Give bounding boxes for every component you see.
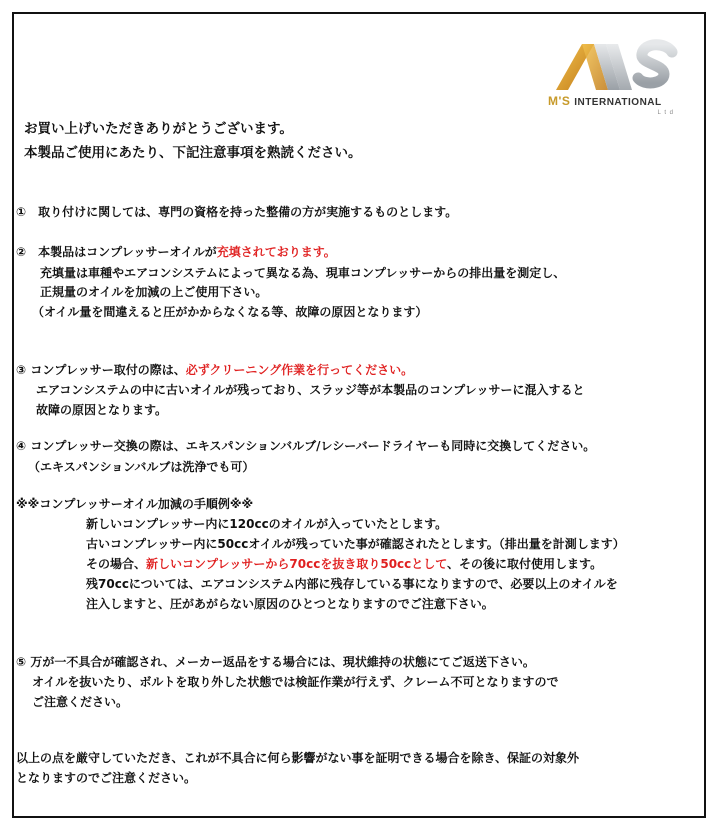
example-line-2: 古いコンプレッサー内に50ccオイルが残っていた事が確認されたとします。（排出量を計測します） bbox=[86, 537, 625, 551]
note-2-line-3: 正規量のオイルを加減の上ご使用下さい。 bbox=[40, 285, 268, 299]
note-2-line-4: （オイル量を間違えると圧がかからなくなる等、故障の原因となります） bbox=[32, 305, 428, 319]
note-5-line-3: ご注意ください。 bbox=[32, 695, 129, 709]
logo-subtext: L t d bbox=[657, 110, 674, 116]
ms-logo-mark-icon bbox=[538, 30, 688, 94]
note-2-highlight: 充填されております。 bbox=[216, 245, 336, 259]
logo-wordmark bbox=[548, 94, 662, 108]
example-heading: ※※コンプレッサーオイル加減の手順例※※ bbox=[16, 497, 254, 511]
example-highlight: 新しいコンプレッサーから70ccを抜き取り50ccとして bbox=[146, 557, 448, 571]
example-line-3-post: 、その後に取付使用します。 bbox=[447, 557, 603, 571]
note-4-line-1: ④ コンプレッサー交換の際は、エキスパンションバルブ/レシーバードライヤーも同時に交換してください。 bbox=[16, 439, 596, 453]
greeting-line-1: お買い上げいただきありがとうございます。 bbox=[24, 121, 293, 137]
note-4-line-2: （エキスパンションバルブは洗浄でも可） bbox=[28, 460, 255, 474]
notice-sheet bbox=[12, 12, 706, 818]
example-line-4: 残70ccについては、エアコンシステム内部に残存している事になりますので、必要以上のオイルを bbox=[86, 577, 618, 591]
note-5-line-1: ⑤ 万が一不具合が確認され、メーカー返品をする場合には、現状維持の状態にてご返送下さい。 bbox=[16, 655, 535, 669]
logo-brand-ms: M'S bbox=[548, 94, 571, 108]
closing-line-2: となりますのでご注意ください。 bbox=[16, 771, 197, 785]
example-line-1: 新しいコンプレッサー内に120ccのオイルが入っていたとします。 bbox=[86, 517, 448, 531]
logo-brand-intl: INTERNATIONAL bbox=[574, 97, 662, 108]
note-3-line-3: 故障の原因となります。 bbox=[36, 403, 168, 417]
example-line-5: 注入しますと、圧があがらない原因のひとつとなりますのでご注意下さい。 bbox=[86, 597, 494, 611]
note-1-line-1: ① 取り付けに関しては、専門の資格を持った整備の方が実施するものとします。 bbox=[16, 205, 458, 219]
note-2-line-1 bbox=[16, 244, 336, 260]
closing-line-1: 以上の点を厳守していただき、これが不具合に何ら影響がない事を証明できる場合を除き、保証の対象外 bbox=[16, 751, 580, 765]
example-line-3 bbox=[86, 556, 602, 572]
greeting-line-2: 本製品ご使用にあたり、下記注意事項を熟読ください。 bbox=[24, 145, 362, 161]
note-3-line-1 bbox=[16, 362, 413, 378]
company-logo bbox=[538, 30, 688, 116]
example-line-3-pre: その場合、 bbox=[86, 557, 147, 571]
note-2-line-1-text: ② 本製品はコンプレッサーオイルが bbox=[16, 245, 217, 259]
note-3-line-2: エアコンシステムの中に古いオイルが残っており、スラッジ等が本製品のコンプレッサーに混入すると bbox=[36, 383, 585, 397]
note-5-line-2: オイルを抜いたり、ボルトを取り外した状態では検証作業が行えず、クレーム不可となりますので bbox=[32, 675, 559, 689]
note-3-line-1-text: ③ コンプレッサー取付の際は、 bbox=[16, 363, 186, 377]
note-3-highlight: 必ずクリーニング作業を行ってください。 bbox=[185, 363, 414, 377]
note-2-line-2: 充填量は車種やエアコンシステムによって異なる為、現車コンプレッサーからの排出量を測定し、 bbox=[40, 266, 566, 280]
